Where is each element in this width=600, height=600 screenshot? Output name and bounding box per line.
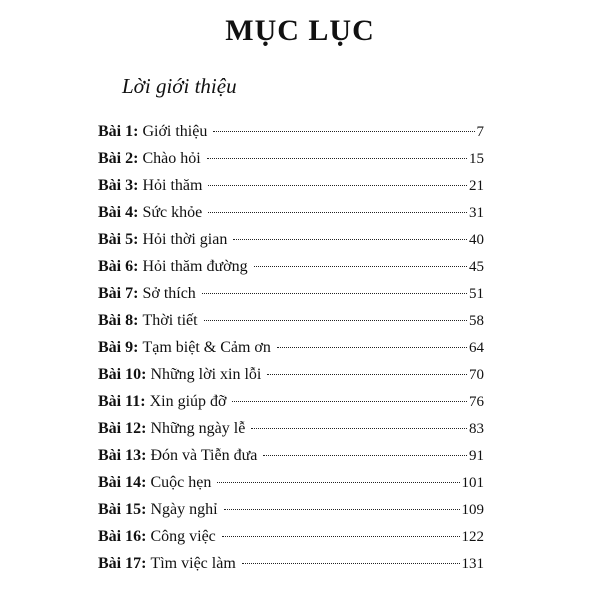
lesson-title: Những lời xin lỗi <box>150 366 262 383</box>
lesson-title: Ngày nghỉ <box>150 501 218 518</box>
lesson-title: Cuộc hẹn <box>150 474 212 491</box>
dot-leader <box>222 536 460 537</box>
toc-entry <box>98 388 484 415</box>
lesson-title: Đón và Tiễn đưa <box>150 447 258 464</box>
lesson-number: Bài 15: <box>98 501 147 518</box>
page-number: 76 <box>469 394 484 410</box>
toc-entry <box>98 442 484 469</box>
lesson-title: Thời tiết <box>142 312 198 329</box>
lesson-number: Bài 9: <box>98 339 139 356</box>
page-number: 91 <box>469 448 484 464</box>
toc-entry <box>98 361 484 388</box>
toc-entry <box>98 334 484 361</box>
page-number: 70 <box>469 367 484 383</box>
lesson-number: Bài 2: <box>98 150 139 167</box>
lesson-list <box>98 118 484 577</box>
lesson-number: Bài 7: <box>98 285 139 302</box>
lesson-title: Tạm biệt & Cảm ơn <box>142 339 271 356</box>
toc-entry <box>98 307 484 334</box>
dot-leader <box>213 131 474 132</box>
dot-leader <box>263 455 467 456</box>
dot-leader <box>208 185 467 186</box>
introduction-heading: Lời giới thiệu <box>122 74 237 98</box>
lesson-number: Bài 4: <box>98 204 139 221</box>
lesson-title: Tìm việc làm <box>150 555 236 572</box>
page-number: 40 <box>469 232 484 248</box>
lesson-number: Bài 5: <box>98 231 139 248</box>
lesson-title: Sở thích <box>142 285 196 302</box>
lesson-title: Xin giúp đỡ <box>149 393 227 410</box>
dot-leader <box>242 563 460 564</box>
dot-leader <box>208 212 467 213</box>
dot-leader <box>267 374 467 375</box>
page-title: MỤC LỤC <box>225 14 375 47</box>
page-number: 64 <box>469 340 484 356</box>
lesson-title: Những ngày lễ <box>150 420 246 437</box>
toc-entry <box>98 496 484 523</box>
lesson-title: Giới thiệu <box>142 123 208 140</box>
lesson-number: Bài 1: <box>98 123 139 140</box>
toc-entry <box>98 118 484 145</box>
page-number: 21 <box>469 178 484 194</box>
lesson-title: Chào hỏi <box>142 150 201 167</box>
dot-leader <box>202 293 467 294</box>
dot-leader <box>217 482 459 483</box>
lesson-number: Bài 11: <box>98 393 146 410</box>
dot-leader <box>251 428 467 429</box>
toc-entry <box>98 469 484 496</box>
lesson-title: Hỏi thăm đường <box>142 258 248 275</box>
dot-leader <box>224 509 460 510</box>
dot-leader <box>207 158 467 159</box>
page-number: 58 <box>469 313 484 329</box>
lesson-number: Bài 16: <box>98 528 147 545</box>
toc-entry <box>98 523 484 550</box>
page-number: 83 <box>469 421 484 437</box>
lesson-number: Bài 3: <box>98 177 139 194</box>
page-number: 109 <box>461 502 484 518</box>
toc-entry <box>98 226 484 253</box>
page-number: 31 <box>469 205 484 221</box>
page-number: 131 <box>461 556 484 572</box>
lesson-number: Bài 14: <box>98 474 147 491</box>
page-number: 15 <box>469 151 484 167</box>
page-number: 45 <box>469 259 484 275</box>
toc-entry <box>98 415 484 442</box>
lesson-number: Bài 6: <box>98 258 139 275</box>
dot-leader <box>232 401 467 402</box>
lesson-title: Sức khỏe <box>142 204 203 221</box>
toc-entry <box>98 280 484 307</box>
toc-entry <box>98 550 484 577</box>
toc-entry <box>98 253 484 280</box>
page-number: 7 <box>476 124 484 140</box>
dot-leader <box>233 239 467 240</box>
dot-leader <box>204 320 467 321</box>
lesson-number: Bài 13: <box>98 447 147 464</box>
page-number: 122 <box>461 529 484 545</box>
dot-leader <box>277 347 467 348</box>
dot-leader <box>254 266 467 267</box>
page-number: 51 <box>469 286 484 302</box>
lesson-title: Công việc <box>150 528 216 545</box>
lesson-title: Hỏi thời gian <box>142 231 228 248</box>
toc-entry <box>98 172 484 199</box>
lesson-number: Bài 17: <box>98 555 147 572</box>
toc-entry <box>98 199 484 226</box>
lesson-number: Bài 12: <box>98 420 147 437</box>
lesson-number: Bài 10: <box>98 366 147 383</box>
toc-entry <box>98 145 484 172</box>
lesson-number: Bài 8: <box>98 312 139 329</box>
lesson-title: Hỏi thăm <box>142 177 203 194</box>
page-number: 101 <box>461 475 484 491</box>
